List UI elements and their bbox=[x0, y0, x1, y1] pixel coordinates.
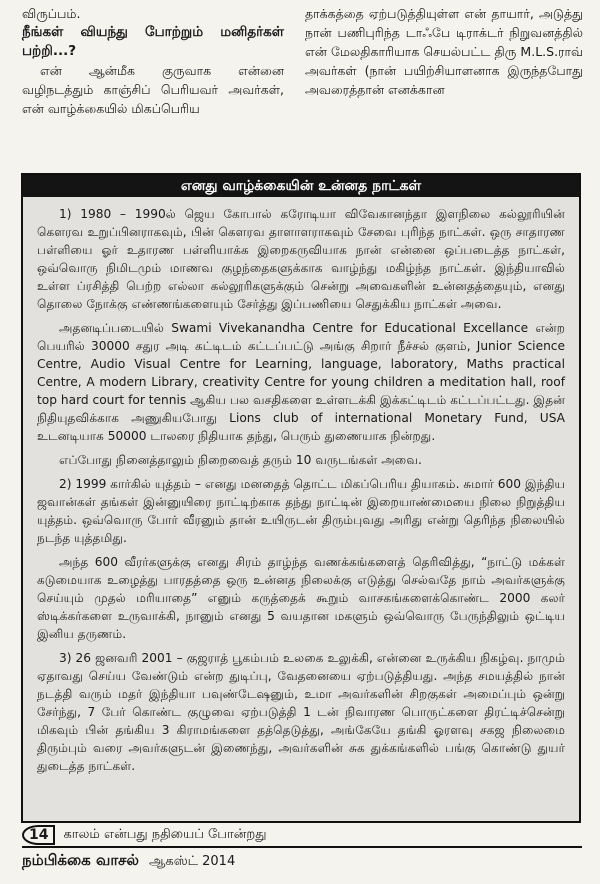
box-paragraph: அந்த 600 வீரர்களுக்கு எனது சிரம் தாழ்ந்த வணக்கங்களைத் தெரிவித்து, “நாட்டு மக்கள் கடுமையாக உழைத்து பாரதத்தை ஒரு உன்னத நிலைக்கு எடுத்து செல்வதே நாம் அவர்களுக்கு செய்யும் முதல் மரியாதை” எனும் கருத்தைக் கூறும் வாசகங்களைக்கொண்ட 2000 கலர் ஸ்டிக்கர்களை உருவாக்கி, நானும் எனது 5 வயதான மகளும் ஒவ்வொரு பேருந்திலும் ஒட்டிய இனிய தருணம். bbox=[37, 555, 565, 641]
box-paragraph: 2) 1999 கார்கில் யுத்தம் – எனது மனதைத் தொட்ட மிகப்பெரிய தியாகம். சுமார் 600 இந்திய ஜவான்கள் தங்கள் இன்னுயிரை நாட்டிற்காக தந்து நாட்டின் இறையாண்மையை நிலை நிறுத்திய யுத்தம். ஒவ்வொரு போர் வீரனும் தான் உயிருடன் திரும்புவது அரிது என்று தெரிந்த நிலையில் நடந்த யுத்தமிது. bbox=[37, 477, 565, 545]
right-answer-paragraph: தாக்கத்தை ஏற்படுத்தியுள்ள என் தாயார், அடுத்து நான் பணிபுரிந்த டாஃபே டிராக்டர் நிறுவனத்தில் என் மேலதிகாரியாக செயல்பட்ட திரு M.L.S.ராவ் அவர்கள் (நான் பயிற்சியாளனாக இருந்தபோது அவரைத்தான் எனக்கான bbox=[305, 6, 583, 97]
footer-tagline-row bbox=[22, 825, 582, 845]
page-number: 14 bbox=[22, 825, 55, 845]
left-answer-paragraph: என் ஆன்மீக குருவாக என்னை வழிநடத்தும் காஞ்சிப் பெரியவர் அவர்கள், என் வாழ்க்கையில் மிகப்பெரிய bbox=[22, 63, 284, 116]
box-paragraph: 1) 1980 – 1990ல் ஜெய கோபால் கரோடியா விவேகானந்தா இளநிலை கல்லூரியின் கௌரவ உறுப்பினராகவும், பின் கௌரவ தாளாளராகவும் சேவை புரிந்த நாட்கள். ஒரு சாதாரண பள்ளியை ஓர் உதாரண பள்ளியாக்க இறைகருவியாக நான் என்னை ஒப்படைத்த நாட்கள், ஒவ்வொரு நிமிடமும் மாணவ குழந்தைகளுக்காக வாழ்ந்து மகிழ்ந்த நாட்கள். இந்தியாவில் உள்ள ப்ரசித்தி பெற்ற எல்லா கல்லூரிகளுக்கும் சென்று அவைகளின் உன்னதத்தையும், எனது தொலை நோக்கு எண்ணங்களையும் சேர்த்து இப்பணியை செதுக்கிய நாட்கள் அவை. bbox=[37, 207, 565, 311]
right-column bbox=[305, 4, 583, 99]
highlight-box bbox=[21, 173, 581, 823]
footer-tagline: காலம் என்பது நதியைப் போன்றது bbox=[63, 827, 267, 842]
left-column bbox=[22, 4, 284, 118]
box-body bbox=[23, 197, 579, 821]
issue-date: ஆகஸ்ட் 2014 bbox=[148, 854, 236, 869]
magazine-name: நம்பிக்கை வாசல் bbox=[22, 851, 139, 869]
masthead bbox=[22, 851, 582, 873]
box-paragraph: எப்போது நினைத்தாலும் நிறைவைத் தரும் 10 வருடங்கள் அவை. bbox=[59, 453, 422, 467]
question-heading: நீங்கள் வியந்து போற்றும் மனிதர்கள் பற்றி...? bbox=[22, 24, 284, 59]
box-paragraph: 3) 26 ஜனவரி 2001 – குஜராத் பூகம்பம் உலகை உலுக்கி, என்னை உருக்கிய நிகழ்வு. நாமும் ஏதாவது செய்ய வேண்டும் என்ற துடிப்பு, வேதனையை ஏற்படுத்தியது. அந்த சமயத்தில் நான் நடத்தி வரும் மதர் இந்தியா பவுண்டேஷனும், உமா அவர்களின் சிறகுகள் அமைப்பும் ஒன்று சேர்ந்து, 7 பேர் கொண்ட குழுவை ஏற்படுத்தி 1 டன் நிவாரண பொருட்களை திரட்டிச்சென்று மிகவும் பின் தங்கிய 3 கிராமங்களை தத்தெடுத்து, அங்கேயே தங்கி ஓரளவு சகஜ நிலைமை திரும்பும் வரை அவர்களுடன் இணைந்து, அவர்களின் சுக துக்கங்களில் பங்கு கொண்டு துயர் துடைத்த நாட்கள். bbox=[37, 651, 565, 773]
box-paragraph: அதனடிப்படையில் Swami Vivekanandha Centre for Educational Excellance என்ற பெயரில் 30000 சதுர அடி கட்டிடம் கட்டப்பட்டு அங்கு சிறார் நீச்சல் குளம், Junior Science Centre, Audio Visual Centre for Learning, language, laboratory, Maths practical Centre, A modern Library, creativity Centre for young children a meditation hall, roof top hard court for tennis ஆகிய பல வசதிகளை உள்ளடக்கி இக்கட்டிடம் கட்டப்பட்டது. இதன் நிதியுதவிக்காக அணுகியபோது Lions club of international Monetary Fund, USA உடனடியாக 50000 டாலரை நிதியாக தந்து, பெரும் துணையாக நின்றது. bbox=[37, 321, 565, 443]
left-intro-line: விருப்பம். bbox=[22, 6, 81, 21]
box-title: எனது வாழ்க்கையின் உன்னத நாட்கள் bbox=[23, 175, 579, 197]
top-columns bbox=[22, 4, 582, 172]
footer-divider bbox=[22, 846, 582, 848]
